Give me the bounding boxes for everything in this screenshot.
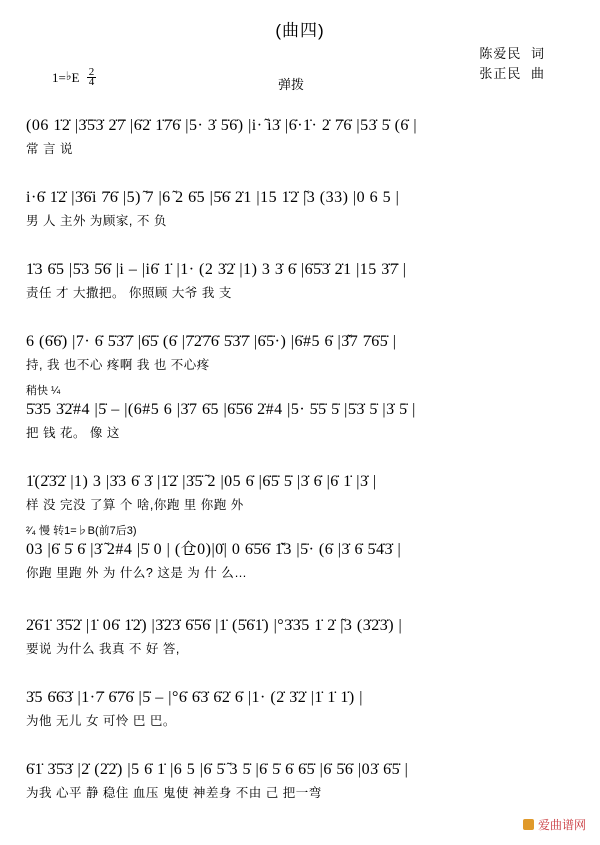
- composer-role: 曲: [530, 66, 544, 81]
- lyric-line: 责任 才 大撒把。 你照顾 大爷 我 支: [26, 286, 232, 300]
- key-label: 1=: [52, 70, 66, 85]
- system-marks: [26, 456, 574, 470]
- notation-line: 1̇3 6̇5 |5̇3 5̇6̇ |i – |i6̇ 1̇ |1· (2 3̇2̇ |1) 3 3̇ 6̇ |6̇5̇3̇ 2̇1 |15 3̇7̇ |: [26, 261, 407, 278]
- system-marks: [26, 316, 574, 330]
- lyric-line: 你跑 里跑 外 为 什么? 这是 为 什 么…: [26, 566, 248, 580]
- music-system: [26, 672, 574, 730]
- page-title: (曲四): [275, 21, 325, 40]
- notation-line: 1̇(2̇3̇2̇ |1) 3 |3̇3 6̇ 3̇ |1̇2̇ |3̇5̇ ᷉2 |05 6̇ |6̇5̇ 5̇ |3̇ 6̇ |6̇ 1̇ |3̇ |: [26, 473, 377, 490]
- watermark: [523, 816, 586, 833]
- composer-name: 张正民: [479, 66, 522, 81]
- lyric-line: 为我 心平 静 稳住 血压 鬼使 神差身 不由 己 把一弯: [26, 786, 322, 800]
- key-signature: [52, 68, 96, 87]
- music-system: [26, 744, 574, 802]
- music-system: [26, 456, 574, 514]
- notation-line: (06 1̇2̇ |3̇5̇3̇ 2̇7̇ |6̇2̇ 1̇7̇6̇ |5· 3̇ 5̇6̇) |i· ᷉i3̇ |6̇·1̇· 2̇ 7̇6̇ |53̇ 5̇ (6̇ |: [26, 117, 418, 134]
- credits-block: [479, 44, 544, 84]
- notation-line: 6 (6̇6̇) |7· 6̇ 5̇3̇7̇ |6̇5̇ (6̇ |7̇2̇7̇6̇ 5̇3̇7̇ |6̇5̇·) |6̇#5 6̇ |3̇᷉7 7̇6̇5̇ |: [26, 333, 397, 350]
- system-marks: [26, 600, 574, 614]
- lyric-line: 男 人 主外 为顾家, 不 负: [26, 214, 167, 228]
- lyricist-line: [479, 44, 544, 64]
- lyric-line: 样 没 完没 了算 个 啥,你跑 里 你跑 外: [26, 498, 244, 512]
- notation-line: 3̇5 6̇6̇3̇ |1·7̇ 6̇7̇6̇ |5̇ – |°6̇ 6̇3̇ 6̇2̇ 6̇ |1· (2̇ 3̇2̇ |1̇ 1̇ 1̇) |: [26, 689, 363, 706]
- music-system: [26, 100, 574, 158]
- key-accidental: ♭: [65, 69, 72, 83]
- lyric-line: 常 言 说: [26, 142, 73, 156]
- system-marks: [26, 172, 574, 186]
- lyric-line: 把 钱 花。 像 这: [26, 426, 120, 440]
- music-system: [26, 524, 574, 582]
- notation-line: 2̇6̇1̇ 3̇5̇2̇ |1̇ 06̇ 1̇2̇) |3̇2̇3̇ 6̇5̇6̇ |1̇ (5̇6̇1̇) |°3̇3̇5 1̇ 2̇ |᷉3 (3̇2̇3̇) |: [26, 617, 403, 634]
- music-system: [26, 316, 574, 374]
- notation-line: 6̇1̇ 3̇5̇3̇ |2̇ (2̇2̇) |5 6̇ 1̇ |6 5 |6̇ 5̇ ᷉3 5̇ |6̇ 5̇ 6̇ 6̇5̇ |6̇ 5̇6̇ |03̇ 6̇5̇ |: [26, 761, 409, 778]
- notation-line: 5̇3̇5 3̇2̇#4 |5̇ – |(6#5 6 |3̇7 6̇5 |6̇5̇6̇ 2̇#4 |5· 5̇5̇ 5̇ |5̇3̇ 5̇ |3̇ 5̇ |: [26, 401, 416, 418]
- time-signature-numerator: 2: [88, 66, 95, 78]
- system-marks: [26, 244, 574, 258]
- performance-direction: 弹拨: [278, 77, 305, 92]
- music-system: [26, 600, 574, 658]
- system-marks: [26, 672, 574, 686]
- system-marks: 稍快 ¼: [26, 385, 61, 397]
- notation-line: 03 |6̇ 5̇ 6̇ |3̇ ᷉2#4 |5̇ 0 | (仓0)|0̇| 0 6̇5̇6̇ 1̇᷉3 |5̇· (6̇ |3̇ 6̇ 5̇4̇3̇ |: [26, 541, 402, 558]
- lyricist-role: 词: [530, 46, 544, 61]
- notation-line: i·6̇ 1̇2̇ |3̇6̇i 7̇6̇ |5) ᷉7 |6 ᷉2 6̇5 |5̇6̇ 2̇1 |15 1̇2̇ |᷉3 (33) |0 6 5 |: [26, 189, 400, 206]
- system-marks: [26, 100, 574, 114]
- key-letter: E: [71, 70, 80, 85]
- music-system: [26, 172, 574, 230]
- lyricist-name: 陈爱民: [479, 46, 522, 61]
- lyric-line: 为他 无儿 女 可怜 巴 巴。: [26, 714, 176, 728]
- time-signature: [87, 68, 97, 87]
- music-system: [26, 244, 574, 302]
- composer-line: [479, 64, 544, 84]
- watermark-text: 爱曲谱网: [537, 818, 586, 832]
- lyric-line: 持, 我 也不心 疼啊 我 也 不心疼: [26, 358, 210, 372]
- system-marks: [26, 744, 574, 758]
- time-signature-denominator: 4: [88, 76, 95, 88]
- music-note-icon: [523, 819, 534, 830]
- lyric-line: 要说 为什么 我真 不 好 答,: [26, 642, 180, 656]
- system-marks: ²⁄₄ 慢 转1=♭B(前7后3): [26, 525, 137, 537]
- music-system: [26, 384, 574, 442]
